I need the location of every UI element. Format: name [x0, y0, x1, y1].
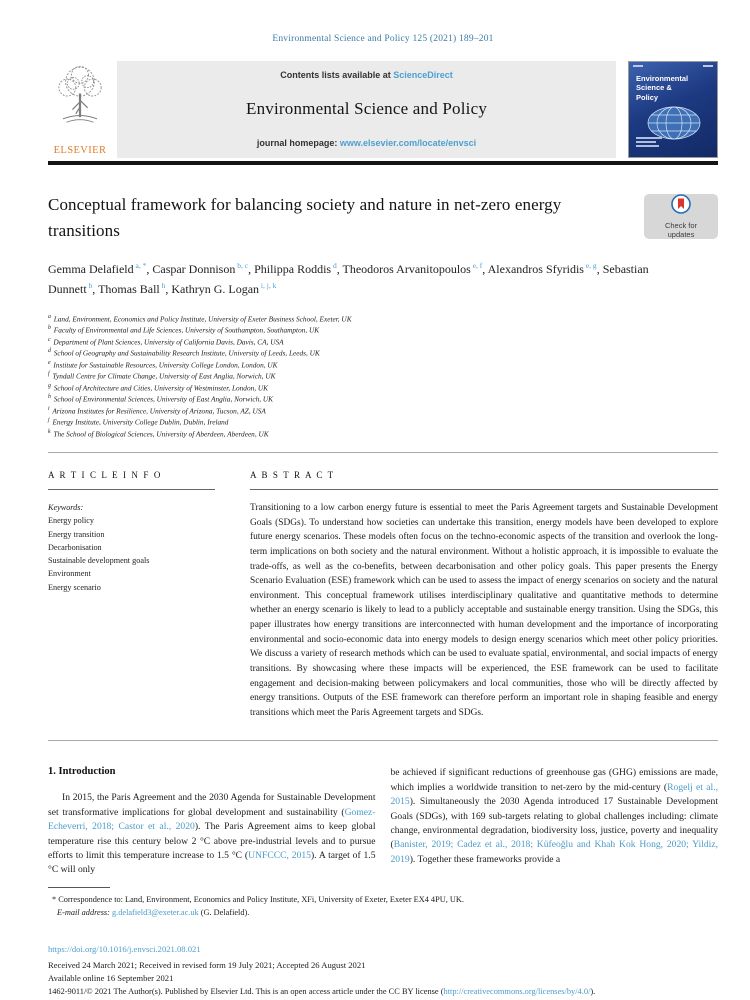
- affiliation-item: $^h$ School of Environmental Sciences, University of East Anglia, Norwich, UK: [48, 394, 274, 404]
- affiliation-item: $^g$ School of Architecture and Cities, University of Westminster, London, UK: [48, 382, 269, 393]
- author-name: Gemma Delafield: [48, 262, 134, 276]
- author-name: Sebastian Dunnett: [48, 262, 649, 296]
- abstract-heading: A B S T R A C T: [250, 470, 335, 481]
- affiliation-item: $^j$ Energy Institute, University College Dublin, Dublin, Ireland: [48, 417, 229, 427]
- keywords-label: Keywords:: [48, 503, 84, 513]
- article-info-underline: [48, 489, 215, 490]
- citation-link[interactable]: g.delafield3@exeter.ac.uk: [112, 907, 199, 917]
- body-text: In 2015, the Paris Agreement and the 2030 Agenda for Sustainable Development set transformative implications for global development and sustainability (: [48, 792, 376, 818]
- received-dates: Received 24 March 2021; Received in revised form 19 July 2021; Accepted 26 August 2021: [48, 959, 366, 970]
- correspondence-footnote: [48, 887, 718, 920]
- affiliation-item: $^e$ Institute for Sustainable Resources, University College London, London, UK: [48, 359, 278, 370]
- citation-link[interactable]: Rogelj et al., 2015: [390, 781, 718, 808]
- author-name: Alexandros Sfyridis: [487, 262, 584, 276]
- journal-title: Environmental Science and Policy: [245, 99, 488, 118]
- affiliation-sup: e: [48, 359, 51, 366]
- citation-link[interactable]: Gomez-Echeverri, 2018; Castor et al., 2020: [48, 806, 376, 833]
- sciencedirect-link[interactable]: ScienceDirect: [393, 70, 453, 80]
- keyword-item: Environment: [48, 569, 91, 579]
- article-info-heading: A R T I C L E I N F O: [48, 470, 162, 481]
- body-text: be achieved if significant reductions of greenhouse gas (GHG) emissions are made, which implies a worldwide transition to net-zero by the mid-century (: [390, 767, 718, 793]
- affiliation-sup: b: [48, 325, 51, 332]
- author-name: Thomas Ball: [98, 281, 160, 296]
- check-updates-label: Check for updates: [664, 221, 698, 239]
- intro-paragraph-left: [48, 791, 376, 877]
- affiliation-item: $^b$ Faculty of Environmental and Life Sciences, University of Southampton, Southampton, UK: [48, 325, 320, 335]
- keyword-item: Energy policy: [48, 516, 95, 526]
- check-updates-ribbon-icon: [671, 194, 691, 219]
- affiliation-item: $^i$ Arizona Institutes for Resilience, University of Arizona, Tucson, AZ, USA: [48, 405, 266, 416]
- abstract-underline: [250, 489, 718, 490]
- author-name: Theodoros Arvanitopoulos: [342, 262, 471, 276]
- author-affiliation-sup: e, f: [470, 261, 483, 270]
- elsevier-logo[interactable]: [48, 61, 112, 158]
- affiliation-item: $^c$ Department of Plant Sciences, University of California Davis, Davis, CA, USA: [48, 336, 284, 347]
- article-footer: [48, 944, 718, 997]
- keyword-item: Sustainable development goals: [48, 556, 150, 566]
- license-line: [48, 987, 718, 996]
- body-text: ).: [590, 987, 596, 997]
- homepage-prefix-text: journal homepage:: [256, 138, 340, 148]
- author-list: Gemma Delafield $^{a, *}$, Caspar Donnison $^{b, c}$, Philippa Roddis $^d$, Theodoros Arvanitopoulos $^{e, f}$, Alexandros Sfyridis $^{e, g}$, Sebastian Dunnett $^b$, Thomas Ball $^h$, Kathryn G. Logan $^{i, j, k}$: [48, 261, 649, 296]
- affiliation-item: $^k$ The School of Biological Sciences, University of Aberdeen, Aberdeen, UK: [48, 428, 269, 439]
- available-online: Available online 16 September 2021: [48, 973, 174, 984]
- affiliation-sup: k: [48, 428, 51, 435]
- affiliation-item: $^d$ School of Geography and Sustainability Research Institute, University of Leeds, Leeds, UK: [48, 348, 320, 358]
- author-name: Philippa Roddis: [254, 262, 332, 276]
- citation-link[interactable]: UNFCCC, 2015: [248, 850, 311, 862]
- correspondence-text: * Correspondence to: Land, Environment, Economics and Policy Institute, XFi, University of Exeter, Exeter EX4 4PU, UK.: [52, 894, 464, 904]
- section-heading-introduction: 1. Introduction: [48, 766, 116, 778]
- journal-citation-header[interactable]: Environmental Science and Policy 125 (2021) 189–201: [272, 34, 494, 44]
- cover-top-decoration: [633, 65, 713, 71]
- author-affiliation-sup: h: [159, 280, 166, 290]
- journal-homepage-link[interactable]: www.elsevier.com/locate/envsci: [339, 138, 477, 148]
- cover-journal-title: Environmental Science & Policy: [636, 74, 689, 102]
- affiliation-item: $^f$ Tyndall Centre for Climate Change, University of East Anglia, Norwich, UK: [48, 371, 276, 381]
- journal-homepage-line: [123, 138, 610, 148]
- abstract-text: Transitioning to a low carbon energy future is essential to meet the Paris Agreement targets and Sustainable Development Goals (SDGs). To understand how societies can undertake this transition, energy models have been developed to explore future energy scenarios. These models often focus on the techno-economic aspects of the transition and overlook the long-term implications on both society and the natural environment. Without a holistic approach, it is impossible to evaluate the trade-offs, as well as the co-benefits, between decarbonisation and other policy goals. This paper presents the Energy Scenario Evaluation (ESE) framework which can be used to assess the impact of energy scenarios on society and the natural environment. This conceptual framework utilises interdisciplinary qualitative and quantitative methods to determine whether an energy scenario is likely to lead to a publicly acceptable and sustainable energy transition. Using the SDGs, this paper illustrates how energy transitions are interconnected with human development and the importance of incorporating environmental and socio-economic data into energy models to design energy scenarios which meet other policy priorities. We discuss a variety of research methods which can be used to evaluate spatial, environmental, and social impacts of energy transitions. By showcasing where these impacts will be experienced, the ESE framework can be used to facilitate engagement and decision-making between policymakers and local communities, those who will be directly affected by energy transitions. Outputs of the ESE framework can therefore perform an important role in shaping feasible and energy transitions which meet the Paris Agreement targets and SDGs.: [250, 503, 718, 718]
- contents-list-line: [123, 70, 610, 80]
- contents-prefix-text: Contents lists available at: [280, 70, 394, 80]
- doi-link[interactable]: https://doi.org/10.1016/j.envsci.2021.08.021: [48, 943, 201, 954]
- affiliation-sup: i: [48, 405, 50, 412]
- affiliation-sup: j: [48, 417, 50, 424]
- keyword-item: Energy scenario: [48, 582, 101, 592]
- affiliation-sup: a: [48, 313, 51, 320]
- journal-cover-thumbnail[interactable]: [628, 61, 718, 158]
- author-affiliation-sup: d: [331, 261, 337, 270]
- body-text: 1462-9011/© 2021 The Author(s). Published by Elsevier Ltd. This is an open access article under the CC BY license (: [48, 987, 444, 997]
- affiliation-sup: c: [48, 336, 51, 343]
- author-name: Caspar Donnison: [152, 262, 236, 276]
- email-line: [48, 907, 718, 920]
- affiliation-sup: f: [48, 371, 50, 378]
- citation-link[interactable]: http://creativecommons.org/licenses/by/4.0/: [443, 987, 591, 997]
- section-divider: [48, 740, 718, 741]
- abstract-column: [250, 470, 718, 720]
- body-text: ). A target of 1.5 °C will only: [48, 850, 376, 876]
- body-text: ). Simultaneously the 2030 Agenda introduced 17 Sustainable Development Goals (SDGs), with 169 sub-targets relating to global challenges including: climate change, environmental degradation, biodiversity loss, justice, poverty and inequality (: [390, 796, 718, 851]
- elsevier-wordmark: ELSEVIER: [53, 145, 107, 156]
- author-affiliation-sup: a, *: [133, 261, 147, 270]
- author-affiliation-sup: i, j, k: [259, 280, 277, 290]
- intro-paragraph-right: [391, 766, 719, 867]
- article-title: Conceptual framework for balancing society and nature in net-zero energy transitions: [48, 195, 562, 240]
- masthead-divider-bar: [48, 161, 718, 165]
- affiliation-sup: g: [48, 382, 51, 389]
- article-info-column: [48, 470, 215, 720]
- elsevier-tree-icon: [52, 63, 108, 134]
- cover-bottom-decoration: [636, 137, 662, 149]
- body-text: (G. Delafield).: [198, 907, 250, 917]
- author-affiliation-sup: e, g: [583, 261, 597, 270]
- citation-link[interactable]: Banister, 2019; Cadez et al., 2018; Küfeoğlu and Khah Kok Hong, 2020; Yildiz, 2019: [390, 839, 718, 865]
- affiliation-item: $^a$ Land, Environment, Economics and Policy Institute, University of Exeter Business School, Exeter, UK: [48, 313, 352, 324]
- body-text: E-mail address:: [57, 907, 110, 917]
- check-for-updates-badge[interactable]: [644, 194, 718, 239]
- keyword-item: Energy transition: [48, 529, 105, 539]
- journal-masthead: [48, 61, 718, 158]
- affiliation-sup: d: [48, 348, 51, 355]
- affiliation-list: [48, 313, 718, 440]
- author-name: Kathryn G. Logan: [171, 281, 260, 296]
- keywords-list: [48, 514, 215, 594]
- author-affiliation-sup: b: [86, 280, 93, 290]
- body-text: ). The Paris Agreement aims to keep global temperature rise this century below 2 °C above pre-industrial levels and to pursue efforts to limit this temperature increase to 1.5 °C (: [48, 821, 376, 862]
- body-text: ). Together these frameworks provide a: [409, 853, 561, 865]
- masthead-center-panel: [117, 61, 616, 158]
- keyword-item: Decarbonisation: [48, 542, 102, 552]
- affiliation-sup: h: [48, 394, 51, 401]
- author-affiliation-sup: b, c: [235, 261, 249, 270]
- footnote-rule: [48, 887, 110, 888]
